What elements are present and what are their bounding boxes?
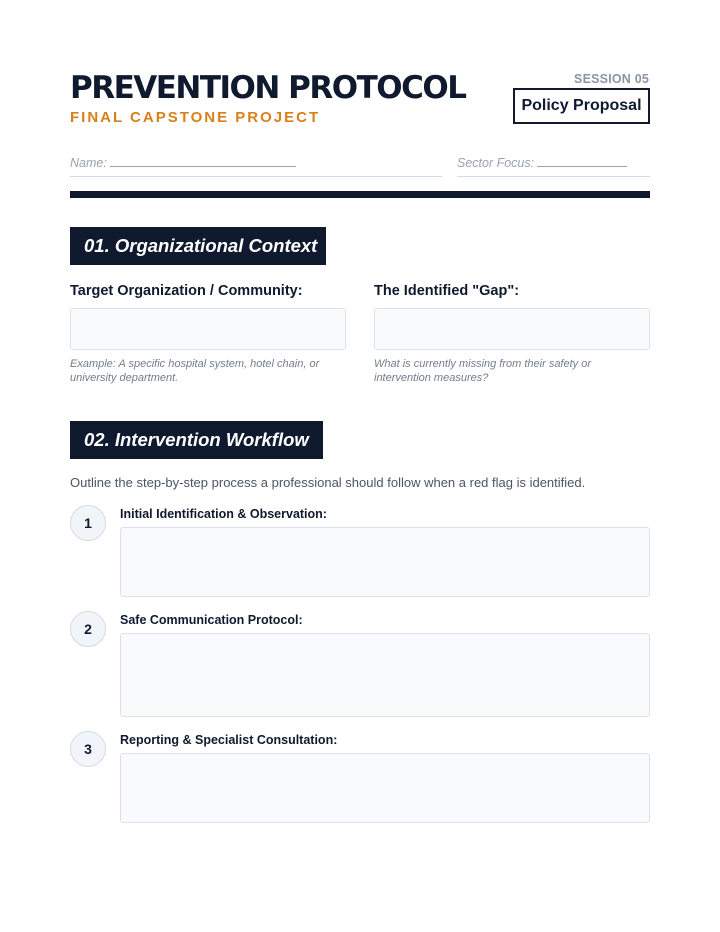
identified-gap-hint: What is currently missing from their safety or intervention measures? bbox=[374, 358, 592, 384]
sector-divider bbox=[457, 176, 650, 177]
policy-proposal-badge: Policy Proposal bbox=[513, 88, 650, 124]
workflow-instructions: Outline the step-by-step process a professional should follow when a red flag is identified. bbox=[70, 475, 586, 490]
identified-gap-input[interactable] bbox=[374, 308, 650, 350]
page-title: PREVENTION PROTOCOL bbox=[70, 70, 466, 106]
step-input-identification[interactable] bbox=[120, 527, 650, 597]
target-organization-hint: Example: A specific hospital system, hotel chain, or university department. bbox=[70, 358, 320, 384]
name-label: Name: bbox=[70, 156, 107, 170]
step-number-badge: 2 bbox=[70, 611, 106, 647]
sector-focus-field[interactable] bbox=[457, 156, 627, 170]
step-input-reporting[interactable] bbox=[120, 753, 650, 823]
target-organization-input[interactable] bbox=[70, 308, 346, 350]
section-heading-intervention-workflow: 02. Intervention Workflow bbox=[70, 421, 323, 459]
name-underline[interactable] bbox=[110, 157, 296, 167]
step-number-badge: 1 bbox=[70, 505, 106, 541]
header-divider-bar bbox=[70, 191, 650, 198]
section-heading-organizational-context: 01. Organizational Context bbox=[70, 227, 326, 265]
name-field[interactable] bbox=[70, 156, 296, 170]
target-organization-label: Target Organization / Community: bbox=[70, 283, 303, 299]
sector-focus-label: Sector Focus: bbox=[457, 156, 535, 170]
sector-focus-underline[interactable] bbox=[537, 157, 627, 167]
step-label-reporting: Reporting & Specialist Consultation: bbox=[120, 733, 338, 747]
step-label-communication: Safe Communication Protocol: bbox=[120, 613, 303, 627]
step-input-communication[interactable] bbox=[120, 633, 650, 717]
name-divider bbox=[70, 176, 442, 177]
step-number-badge: 3 bbox=[70, 731, 106, 767]
page-subtitle: FINAL CAPSTONE PROJECT bbox=[70, 109, 321, 126]
step-label-identification: Initial Identification & Observation: bbox=[120, 507, 327, 521]
identified-gap-label: The Identified "Gap": bbox=[374, 283, 520, 299]
session-label: SESSION 05 bbox=[574, 72, 649, 86]
